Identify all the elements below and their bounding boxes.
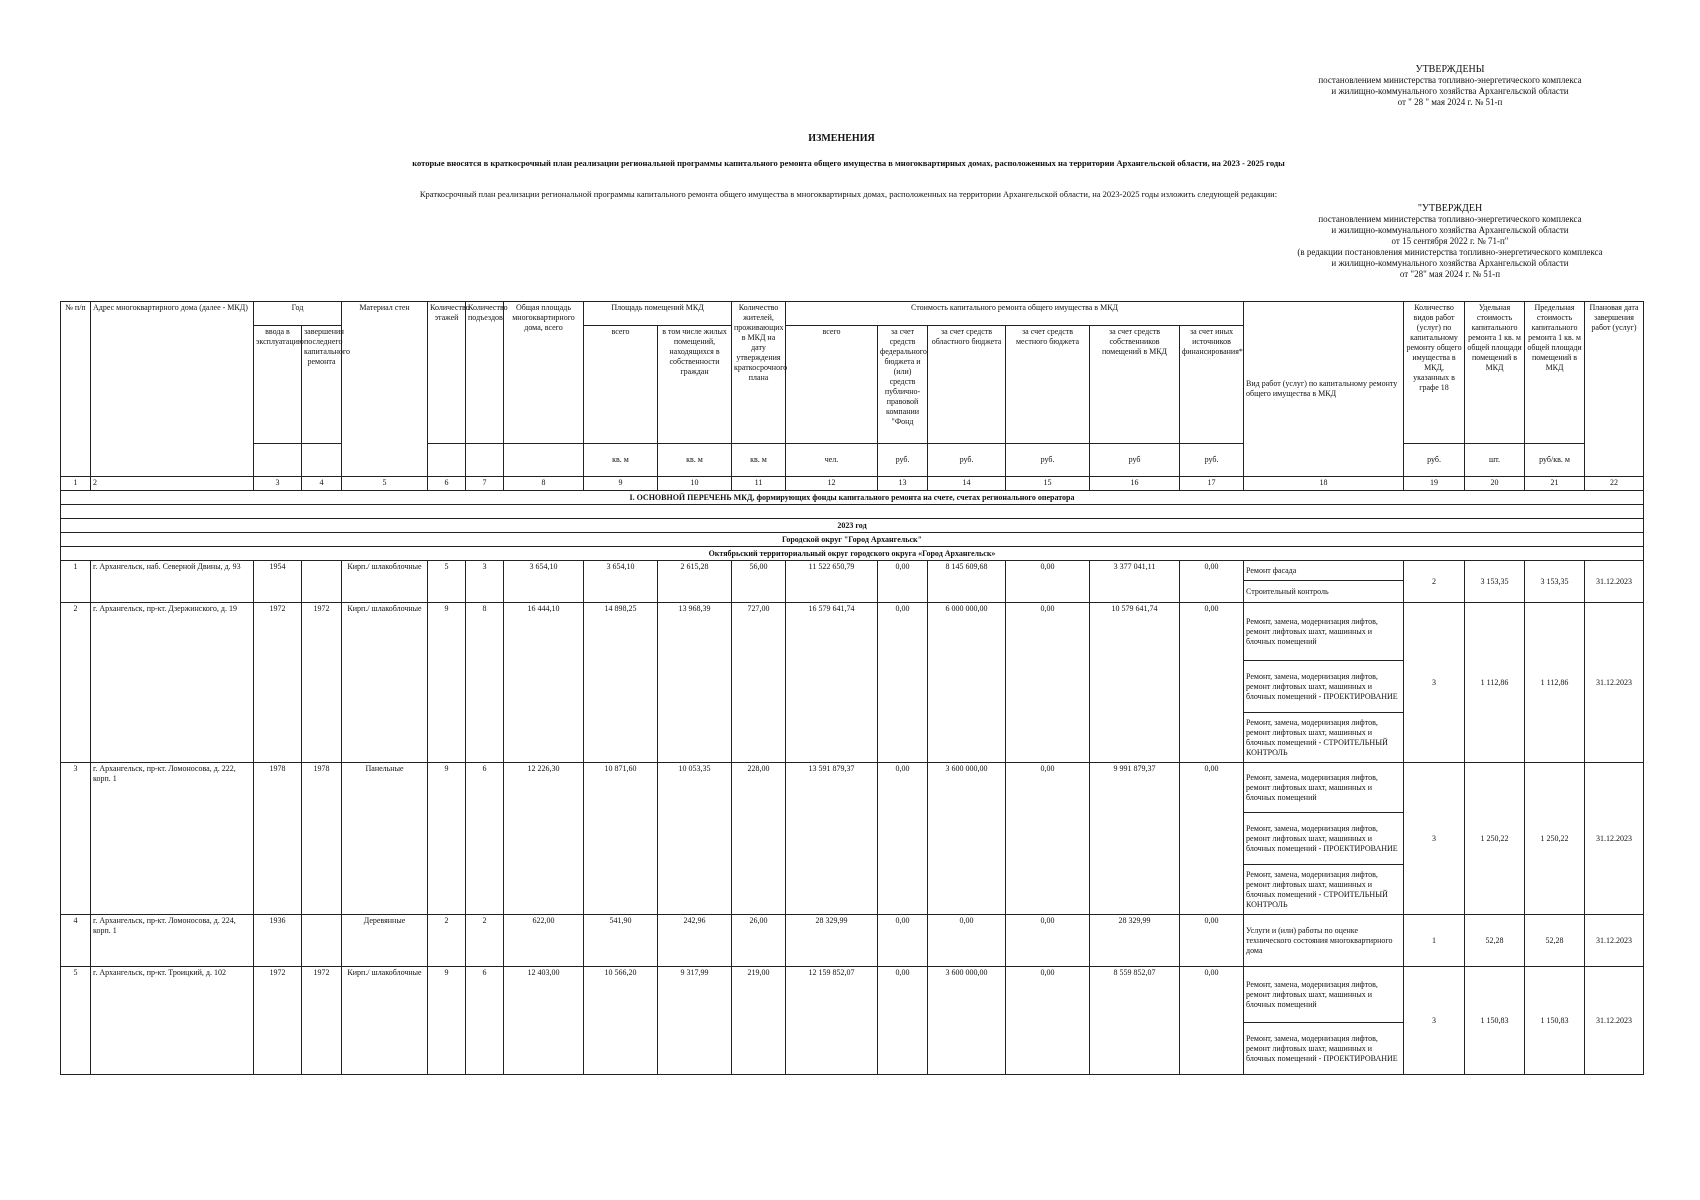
cell-cost-owners: 10 579 641,74 [1090, 603, 1180, 763]
header-residents: Количество жителей, проживающих в МКД на дату утверждения краткосрочного плана [732, 302, 786, 444]
cell-address: г. Архангельск, пр-кт. Дзержинского, д. 19 [91, 603, 254, 763]
column-number: 8 [504, 477, 584, 491]
cell-residents: 228,00 [732, 763, 786, 915]
cell-row-number: 4 [61, 915, 91, 967]
header-address: Адрес многоквартирного дома (далее - МКД) [91, 302, 254, 477]
cell-address: г. Архангельск, пр-кт. Троицкий, д. 102 [91, 967, 254, 1075]
cell-unit-cost: 1 250,22 [1465, 763, 1525, 915]
header-year-commission: ввода в эксплуатацию [254, 326, 302, 444]
column-number: 5 [342, 477, 428, 491]
cell-wall-material: Кирп./ шлакоблочные [342, 561, 428, 603]
cell-deadline: 31.12.2023 [1585, 561, 1644, 603]
cell-address: г. Архангельск, наб. Северной Двины, д. 93 [91, 561, 254, 603]
cell-work-type: Ремонт, замена, модернизация лифтов, ремонт лифтовых шахт, машинных и блочных помещений - ПРОЕКТИРОВАНИЕ [1244, 813, 1404, 865]
approval-line: и жилищно-коммунального хозяйства Архангельской области [1331, 258, 1569, 268]
column-number: 4 [302, 477, 342, 491]
cell-floors: 9 [428, 603, 466, 763]
cell-total-area: 3 654,10 [504, 561, 584, 603]
cell-entrances: 8 [466, 603, 504, 763]
column-number: 2 [91, 477, 254, 491]
unit-rub: руб. [1404, 444, 1465, 477]
cell-premises-total: 3 654,10 [584, 561, 658, 603]
cell-work-type: Ремонт фасада [1244, 561, 1404, 581]
cell-cost-other: 0,00 [1180, 763, 1244, 915]
column-number-row [61, 477, 1644, 491]
header-year-last-repair: завершения последнего капитального ремонта [302, 326, 342, 444]
cell-entrances: 6 [466, 763, 504, 915]
cell-entrances: 6 [466, 967, 504, 1075]
column-number: 12 [786, 477, 878, 491]
column-number: 14 [928, 477, 1006, 491]
cell-residents: 219,00 [732, 967, 786, 1075]
header-cost-federal: за счет средств федерального бюджета и (или) средств публично-правовой компании "Фонд [878, 326, 928, 444]
cell-year-last-repair: 1978 [302, 763, 342, 915]
column-number: 13 [878, 477, 928, 491]
cell-total-area: 16 444,10 [504, 603, 584, 763]
cell-cost-regional: 3 600 000,00 [928, 967, 1006, 1075]
cell-floors: 5 [428, 561, 466, 603]
unit-rub-sqm: руб/кв. м [1525, 444, 1585, 477]
cell-year-last-repair [302, 561, 342, 603]
header-premises-area: Площадь помещений МКД [584, 302, 732, 326]
header-premises-total: всего [584, 326, 658, 444]
cell-work-type: Ремонт, замена, модернизация лифтов, ремонт лифтовых шахт, машинных и блочных помещений [1244, 967, 1404, 1023]
cell-work-type: Услуги и (или) работы по оценке технического состояния многоквартирного дома [1244, 915, 1404, 967]
cell-max-cost: 3 153,35 [1525, 561, 1585, 603]
cell-premises-total: 541,90 [584, 915, 658, 967]
cell-cost-regional: 6 000 000,00 [928, 603, 1006, 763]
cell-wall-material: Кирп./ шлакоблочные [342, 603, 428, 763]
cell-cost-federal: 0,00 [878, 603, 928, 763]
table-row [61, 603, 1644, 661]
cell-year-commission: 1936 [254, 915, 302, 967]
cell-cost-local: 0,00 [1006, 763, 1090, 915]
cell-premises-total: 10 871,60 [584, 763, 658, 915]
header-work-type: Вид работ (услуг) по капитальному ремонту общего имущества в МКД [1244, 302, 1404, 477]
cell-cost-federal: 0,00 [878, 763, 928, 915]
approval-block-top [1200, 64, 1700, 108]
cell-premises-residential: 2 615,28 [658, 561, 732, 603]
unit-rub: руб. [928, 444, 1006, 477]
table-row [61, 967, 1644, 1023]
cell-cost-federal: 0,00 [878, 561, 928, 603]
approval-line: постановлением министерства топливно-энергетического комплекса [1318, 75, 1582, 85]
capital-repair-table [60, 301, 1644, 1075]
unit-area: кв. м [584, 444, 658, 477]
cell-cost-owners: 9 991 879,37 [1090, 763, 1180, 915]
year-heading: 2023 год [61, 519, 1644, 533]
cell-floors: 2 [428, 915, 466, 967]
cell-max-cost: 1 150,83 [1525, 967, 1585, 1075]
approval-line: от "28" мая 2024 г. № 51-п [1399, 269, 1501, 279]
cell-unit-cost: 3 153,35 [1465, 561, 1525, 603]
unit-rub: руб [1090, 444, 1180, 477]
cell-row-number: 5 [61, 967, 91, 1075]
cell-address: г. Архангельск, пр-кт. Ломоносова, д. 222, корп. 1 [91, 763, 254, 915]
cell-work-type: Ремонт, замена, модернизация лифтов, ремонт лифтовых шахт, машинных и блочных помещений - СТРОИТЕЛЬНЫЙ КОНТРОЛЬ [1244, 713, 1404, 763]
cell-wall-material: Деревянные [342, 915, 428, 967]
cell-cost-regional: 3 600 000,00 [928, 763, 1006, 915]
unit-pcs: шт. [1465, 444, 1525, 477]
table-row [61, 561, 1644, 581]
header-total-area: Общая площадь многоквартирного дома, всего [504, 302, 584, 444]
column-number: 16 [1090, 477, 1180, 491]
cell-cost-federal: 0,00 [878, 915, 928, 967]
header-entrances: Количество подъездов [466, 302, 504, 444]
cell-floors: 9 [428, 763, 466, 915]
cell-cost-other: 0,00 [1180, 603, 1244, 763]
column-number: 10 [658, 477, 732, 491]
approval-line: от 15 сентября 2022 г. № 71-п" [1391, 236, 1509, 246]
cell-row-number: 3 [61, 763, 91, 915]
column-number: 1 [61, 477, 91, 491]
unit-rub: руб. [878, 444, 928, 477]
cell-deadline: 31.12.2023 [1585, 915, 1644, 967]
cell-floors: 9 [428, 967, 466, 1075]
header-cost-owners: за счет средств собственников помещений в МКД [1090, 326, 1180, 444]
unit-rub: руб. [1180, 444, 1244, 477]
header-year: Год [254, 302, 342, 326]
cell-work-count: 3 [1404, 967, 1465, 1075]
cell-cost-total: 28 329,99 [786, 915, 878, 967]
column-number: 20 [1465, 477, 1525, 491]
column-number: 18 [1244, 477, 1404, 491]
cell-premises-residential: 242,96 [658, 915, 732, 967]
header-max-cost: Предельная стоимость капитального ремонта 1 кв. м общей площади помещений в МКД [1525, 302, 1585, 444]
intro-text: Краткосрочный план реализации региональной программы капитального ремонта общего имущества в многоквартирных домах, расположенных на территории Архангельской области, на 2023-2025 годы изложить следующей редакции: [419, 189, 1278, 199]
cell-work-type: Строительный контроль [1244, 581, 1404, 603]
unit-area: кв. м [732, 444, 786, 477]
cell-cost-local: 0,00 [1006, 561, 1090, 603]
cell-premises-residential: 9 317,99 [658, 967, 732, 1075]
cell-cost-total: 13 591 879,37 [786, 763, 878, 915]
header-cost-local: за счет средств местного бюджета [1006, 326, 1090, 444]
header-wall-material: Материал стен [342, 302, 428, 477]
header-unit-cost: Удельная стоимость капитального ремонта 1 кв. м общей площади помещений в МКД [1465, 302, 1525, 444]
cell-deadline: 31.12.2023 [1585, 603, 1644, 763]
cell-cost-total: 12 159 852,07 [786, 967, 878, 1075]
document-subtitle: которые вносятся в краткосрочный план реализации региональной программы капитального ремонта общего имущества в многоквартирных домах, расположенных на территории Архангельской области, на 2023 - 2025 годы [412, 158, 1285, 168]
cell-cost-total: 16 579 641,74 [786, 603, 878, 763]
approval-heading: "УТВЕРЖДЕН [1417, 203, 1483, 214]
cell-unit-cost: 52,28 [1465, 915, 1525, 967]
cell-work-count: 2 [1404, 561, 1465, 603]
cell-residents: 56,00 [732, 561, 786, 603]
header-floors: Количество этажей [428, 302, 466, 444]
approval-heading: УТВЕРЖДЕНЫ [1415, 64, 1485, 75]
cell-cost-owners: 3 377 041,11 [1090, 561, 1180, 603]
column-number: 15 [1006, 477, 1090, 491]
approval-line: и жилищно-коммунального хозяйства Архангельской области [1331, 86, 1569, 96]
district-heading: Городской округ "Город Архангельск" [61, 533, 1644, 547]
cell-work-type: Ремонт, замена, модернизация лифтов, ремонт лифтовых шахт, машинных и блочных помещений [1244, 763, 1404, 813]
column-number: 22 [1585, 477, 1644, 491]
document-title: ИЗМЕНЕНИЯ [808, 133, 875, 144]
section-heading: I. ОСНОВНОЙ ПЕРЕЧЕНЬ МКД, формирующих фонды капитального ремонта на счете, счетах регионального оператора [61, 491, 1644, 505]
cell-entrances: 2 [466, 915, 504, 967]
header-premises-residential: в том числе жилых помещений, находящихся в собственности граждан [658, 326, 732, 444]
cell-cost-regional: 0,00 [928, 915, 1006, 967]
approval-line: (в редакции постановления министерства топливно-энергетического комплекса [1297, 247, 1603, 257]
cell-work-count: 3 [1404, 763, 1465, 915]
cell-work-type: Ремонт, замена, модернизация лифтов, ремонт лифтовых шахт, машинных и блочных помещений - ПРОЕКТИРОВАНИЕ [1244, 1023, 1404, 1075]
cell-total-area: 622,00 [504, 915, 584, 967]
cell-year-last-repair: 1972 [302, 603, 342, 763]
column-number: 17 [1180, 477, 1244, 491]
cell-residents: 26,00 [732, 915, 786, 967]
cell-total-area: 12 226,30 [504, 763, 584, 915]
cell-cost-local: 0,00 [1006, 967, 1090, 1075]
cell-year-commission: 1978 [254, 763, 302, 915]
cell-cost-other: 0,00 [1180, 915, 1244, 967]
column-number: 3 [254, 477, 302, 491]
cell-max-cost: 1 112,86 [1525, 603, 1585, 763]
approval-line: от " 28 " мая 2024 г. № 51-п [1397, 97, 1503, 107]
cell-premises-total: 10 566,20 [584, 967, 658, 1075]
unit-rub: руб. [1006, 444, 1090, 477]
cell-cost-other: 0,00 [1180, 967, 1244, 1075]
approval-line: и жилищно-коммунального хозяйства Архангельской области [1331, 225, 1569, 235]
column-number: 21 [1525, 477, 1585, 491]
table-row [61, 763, 1644, 813]
cell-premises-residential: 10 053,35 [658, 763, 732, 915]
cell-total-area: 12 403,00 [504, 967, 584, 1075]
column-number: 6 [428, 477, 466, 491]
cell-cost-other: 0,00 [1180, 561, 1244, 603]
cell-residents: 727,00 [732, 603, 786, 763]
cell-year-commission: 1972 [254, 967, 302, 1075]
cell-row-number: 2 [61, 603, 91, 763]
cell-max-cost: 1 250,22 [1525, 763, 1585, 915]
cell-max-cost: 52,28 [1525, 915, 1585, 967]
header-cost-total: всего [786, 326, 878, 444]
unit-people: чел. [786, 444, 878, 477]
table-row [61, 915, 1644, 967]
cell-wall-material: Панельные [342, 763, 428, 915]
cell-work-type: Ремонт, замена, модернизация лифтов, ремонт лифтовых шахт, машинных и блочных помещений - ПРОЕКТИРОВАНИЕ [1244, 661, 1404, 713]
cell-year-commission: 1972 [254, 603, 302, 763]
cell-work-type: Ремонт, замена, модернизация лифтов, ремонт лифтовых шахт, машинных и блочных помещений [1244, 603, 1404, 661]
cell-work-type: Ремонт, замена, модернизация лифтов, ремонт лифтовых шахт, машинных и блочных помещений - СТРОИТЕЛЬНЫЙ КОНТРОЛЬ [1244, 865, 1404, 915]
unit-area: кв. м [658, 444, 732, 477]
cell-cost-owners: 28 329,99 [1090, 915, 1180, 967]
cell-unit-cost: 1 150,83 [1465, 967, 1525, 1075]
cell-cost-regional: 8 145 609,68 [928, 561, 1006, 603]
cell-year-last-repair [302, 915, 342, 967]
cell-deadline: 31.12.2023 [1585, 763, 1644, 915]
column-number: 9 [584, 477, 658, 491]
cell-work-count: 3 [1404, 603, 1465, 763]
cell-year-commission: 1954 [254, 561, 302, 603]
cell-cost-owners: 8 559 852,07 [1090, 967, 1180, 1075]
cell-premises-total: 14 898,25 [584, 603, 658, 763]
cell-cost-local: 0,00 [1006, 915, 1090, 967]
cell-cost-total: 11 522 650,79 [786, 561, 878, 603]
column-number: 19 [1404, 477, 1465, 491]
cell-cost-federal: 0,00 [878, 967, 928, 1075]
header-num: № п/п [61, 302, 91, 477]
column-number: 7 [466, 477, 504, 491]
cell-wall-material: Кирп./ шлакоблочные [342, 967, 428, 1075]
cell-row-number: 1 [61, 561, 91, 603]
cell-year-last-repair: 1972 [302, 967, 342, 1075]
header-cost-regional: за счет средств областного бюджета [928, 326, 1006, 444]
header-cost: Стоимость капитального ремонта общего имущества в МКД [786, 302, 1244, 326]
cell-address: г. Архангельск, пр-кт. Ломоносова, д. 224, корп. 1 [91, 915, 254, 967]
cell-deadline: 31.12.2023 [1585, 967, 1644, 1075]
header-deadline: Плановая дата завершения работ (услуг) [1585, 302, 1644, 477]
header-work-count: Количество видов работ (услуг) по капитальному ремонту общего имущества в МКД, указанных в графе 18 [1404, 302, 1465, 444]
cell-work-count: 1 [1404, 915, 1465, 967]
cell-entrances: 3 [466, 561, 504, 603]
cell-cost-local: 0,00 [1006, 603, 1090, 763]
approval-block-second [1200, 203, 1700, 280]
column-number: 11 [732, 477, 786, 491]
subdistrict-heading: Октябрьский территориальный округ городского округа «Город Архангельск» [61, 547, 1644, 561]
header-cost-other: за счет иных источников финансирования* [1180, 326, 1244, 444]
cell-premises-residential: 13 968,39 [658, 603, 732, 763]
approval-line: постановлением министерства топливно-энергетического комплекса [1318, 214, 1582, 224]
cell-unit-cost: 1 112,86 [1465, 603, 1525, 763]
